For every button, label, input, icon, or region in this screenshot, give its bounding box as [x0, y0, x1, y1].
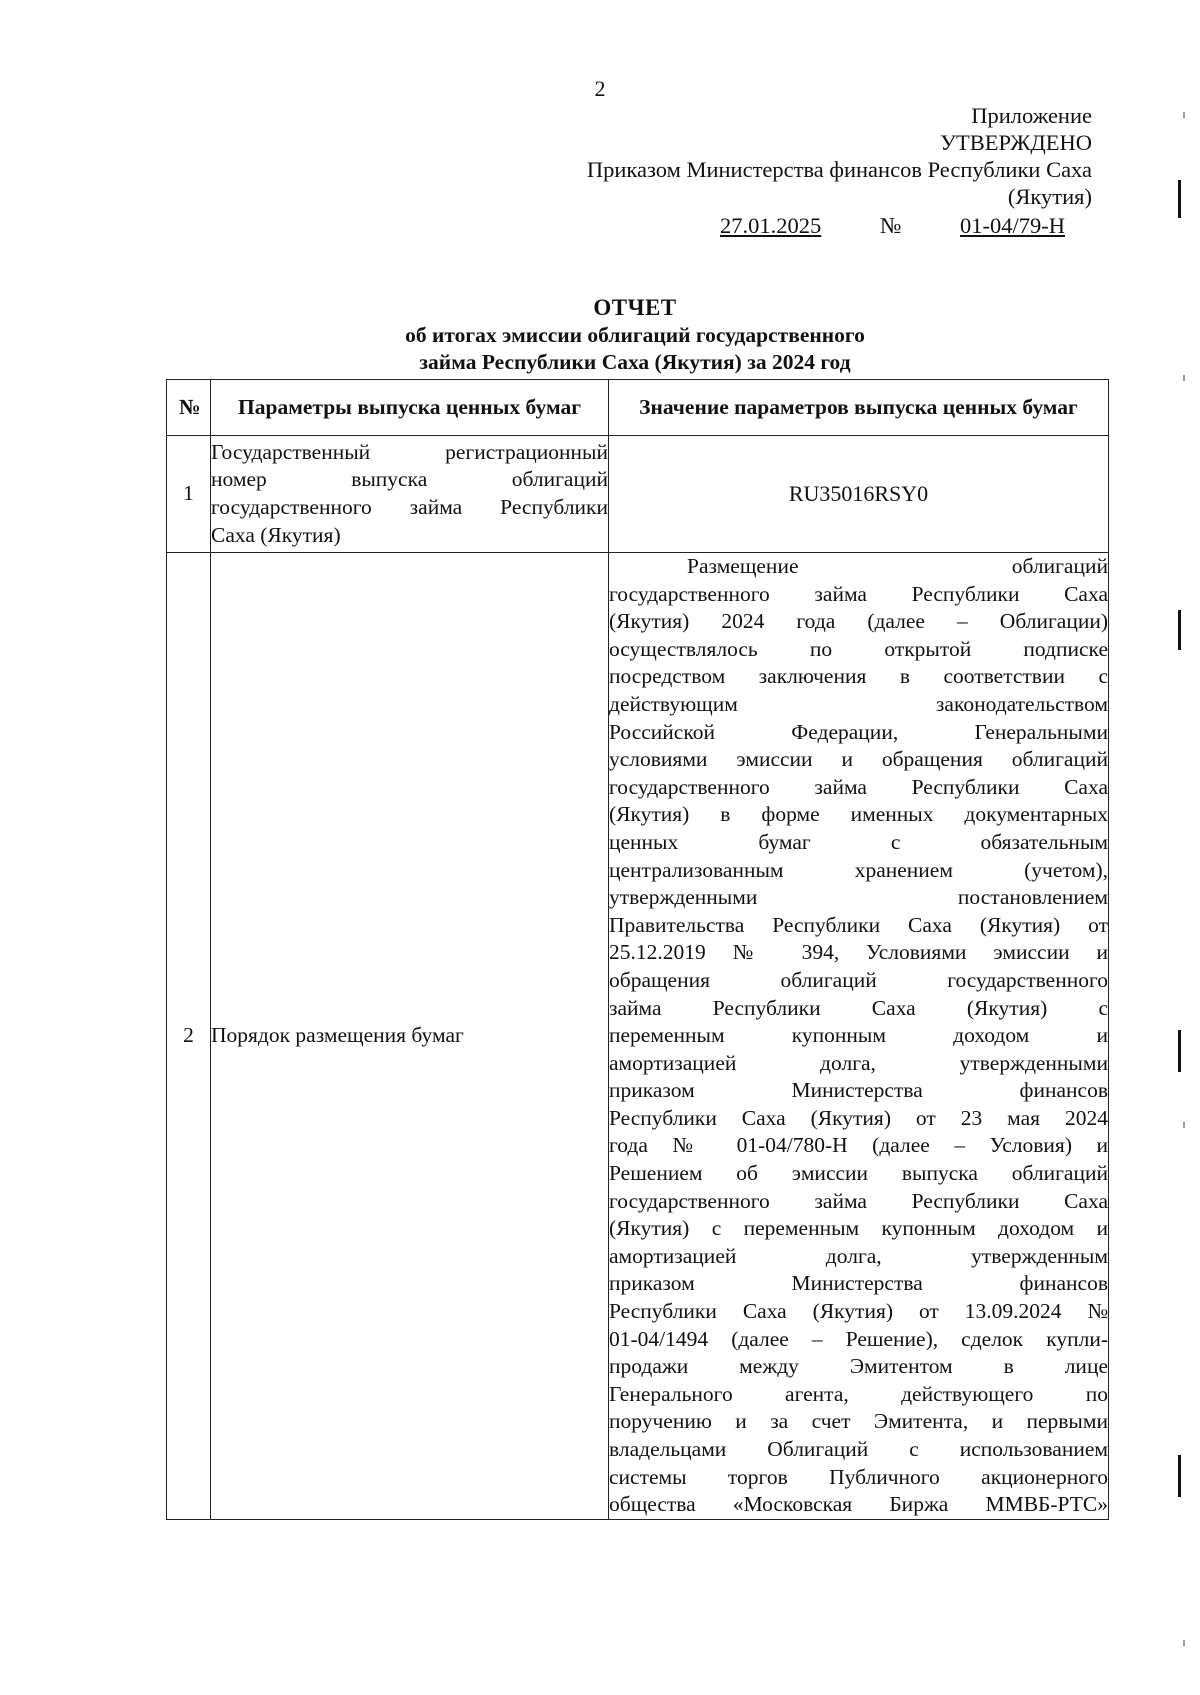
param-line: Саха (Якутия)	[211, 522, 341, 547]
value-line: поручению и за счет Эмитента, и первыми	[609, 1409, 1108, 1434]
row-param	[211, 436, 609, 553]
order-date: 27.01.2025	[720, 213, 822, 238]
report-subtitle-1: об итогах эмиссии облигаций государственного	[405, 323, 865, 347]
approval-order: Приказом Министерства финансов Республики Саха	[586, 157, 1092, 182]
value-line: действующим законодательством	[609, 691, 1108, 716]
value-line: системы торгов Публичного акционерного	[609, 1464, 1108, 1489]
value-line: государственного займа Республики Саха	[609, 581, 1108, 606]
value-line: (Якутия) в форме именных документарных	[609, 802, 1108, 827]
row-value	[609, 553, 1109, 1520]
value-line: владельцами Облигаций с использованием	[609, 1437, 1108, 1461]
parameters-table	[166, 379, 1109, 1520]
scan-speck	[1183, 1640, 1185, 1646]
table-row	[167, 553, 1109, 1520]
value-line: Размещение облигаций	[687, 554, 1108, 578]
value-line: продажи между Эмитентом в лице	[609, 1354, 1108, 1379]
order-number-sign: №	[880, 213, 902, 238]
value-line: Правительства Республики Саха (Якутия) от	[609, 912, 1108, 937]
report-heading	[160, 294, 1110, 376]
value-line: амортизацией долга, утвержденными	[609, 1050, 1108, 1075]
scan-speck	[1183, 112, 1185, 118]
approval-approved: УТВЕРЖДЕНО	[940, 130, 1092, 155]
value-line: утвержденными постановлением	[609, 885, 1108, 910]
value-line: обращения облигаций государственного	[609, 967, 1108, 992]
table-header-row	[167, 380, 1109, 436]
value-line: общества «Московская Биржа ММВБ-РТС»	[609, 1492, 1108, 1517]
report-title: ОТЧЕТ	[593, 295, 677, 320]
value-line: Республики Саха (Якутия) от 13.09.2024 №	[609, 1299, 1108, 1324]
value-line: государственного займа Республики Саха	[609, 1188, 1108, 1213]
value-line: 01-04/1494 (далее – Решение), сделок купли-	[609, 1326, 1108, 1351]
value-line: года № 01-04/780-Н (далее – Условия) и	[609, 1133, 1108, 1158]
param-line: Государственный регистрационный	[211, 439, 608, 464]
value-line: приказом Министерства финансов	[609, 1271, 1108, 1296]
value-line: условиями эмиссии и обращения облигаций	[609, 747, 1108, 772]
value-line: займа Республики Саха (Якутия) с	[609, 995, 1108, 1020]
header-param: Параметры выпуска ценных бумаг	[211, 380, 609, 436]
report-subtitle-2: займа Республики Саха (Якутия) за 2024 год	[419, 350, 851, 374]
scan-speck	[1183, 375, 1185, 381]
order-number: 01-04/79-Н	[960, 213, 1065, 238]
value-line: государственного займа Республики Саха	[609, 774, 1108, 799]
value-line: посредством заключения в соответствии с	[609, 664, 1108, 689]
page-number: 2	[594, 76, 606, 101]
scan-mark	[1178, 1455, 1181, 1497]
value-line: централизованным хранением (учетом),	[609, 857, 1108, 882]
value-line: переменным купонным доходом и	[609, 1023, 1108, 1048]
value-line: Решением об эмиссии выпуска облигаций	[609, 1161, 1108, 1186]
value-line: (Якутия) с переменным купонным доходом и	[609, 1216, 1108, 1241]
value-line: амортизацией долга, утвержденным	[609, 1243, 1108, 1268]
scan-mark	[1178, 180, 1181, 218]
header-num: №	[167, 380, 211, 436]
value-line: 25.12.2019 № 394, Условиями эмиссии и	[609, 940, 1108, 965]
value-line: ценных бумаг с обязательным	[609, 829, 1108, 854]
row-value: RU35016RSY0	[609, 436, 1109, 553]
table-row	[167, 436, 1109, 553]
approval-region: (Якутия)	[1007, 184, 1092, 209]
row-number: 2	[167, 553, 211, 1520]
approval-appendix: Приложение	[971, 103, 1092, 128]
row-param: Порядок размещения бумаг	[211, 553, 609, 1520]
value-line: осуществлялось по открытой подписке	[609, 636, 1108, 661]
value-line: Генерального агента, действующего по	[609, 1381, 1108, 1406]
param-line: государственного займа Республики	[211, 495, 608, 519]
param-line: номер выпуска облигаций	[211, 467, 608, 492]
scan-mark	[1178, 1030, 1181, 1072]
value-line: (Якутия) 2024 года (далее – Облигации)	[609, 609, 1108, 634]
scan-mark	[1178, 610, 1181, 650]
value-line: Республики Саха (Якутия) от 23 мая 2024	[609, 1105, 1108, 1130]
row-number: 1	[167, 436, 211, 553]
approval-stamp	[472, 102, 1092, 210]
value-line: Российской Федерации, Генеральными	[609, 719, 1108, 744]
value-line: приказом Министерства финансов	[609, 1078, 1108, 1103]
header-value: Значение параметров выпуска ценных бумаг	[609, 380, 1109, 436]
scan-speck	[1183, 1122, 1185, 1128]
